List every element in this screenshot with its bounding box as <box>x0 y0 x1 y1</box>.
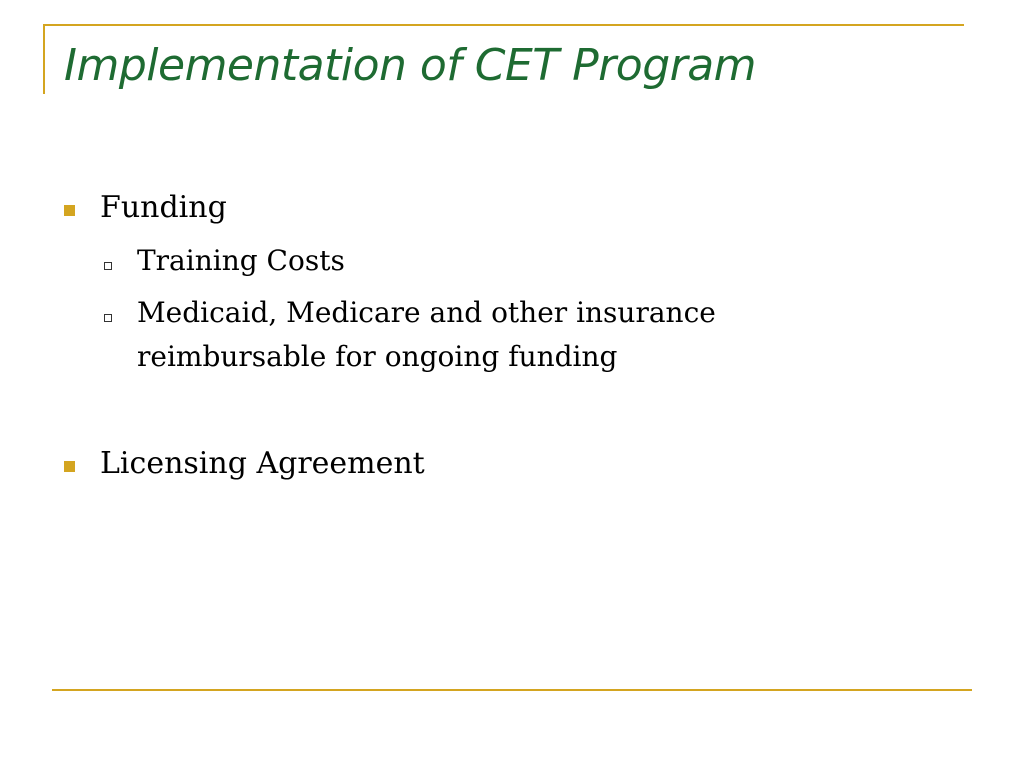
sub-bullet-training-costs: Training Costs <box>137 244 345 277</box>
bullet-square-icon <box>64 205 75 216</box>
title-side-rule <box>43 26 45 94</box>
footer-rule <box>52 689 972 691</box>
bullet-funding: Funding <box>100 190 227 225</box>
sub-bullet-medicaid-line-2: reimbursable for ongoing funding <box>137 340 618 373</box>
bullet-square-icon <box>64 461 75 472</box>
sub-bullet-hollow-square-icon <box>104 314 112 322</box>
slide-title: Implementation of CET Program <box>64 40 757 91</box>
bullet-licensing-agreement: Licensing Agreement <box>100 446 425 481</box>
title-top-rule <box>43 24 964 26</box>
sub-bullet-medicaid-line-1: Medicaid, Medicare and other insurance <box>137 296 716 329</box>
sub-bullet-hollow-square-icon <box>104 262 112 270</box>
